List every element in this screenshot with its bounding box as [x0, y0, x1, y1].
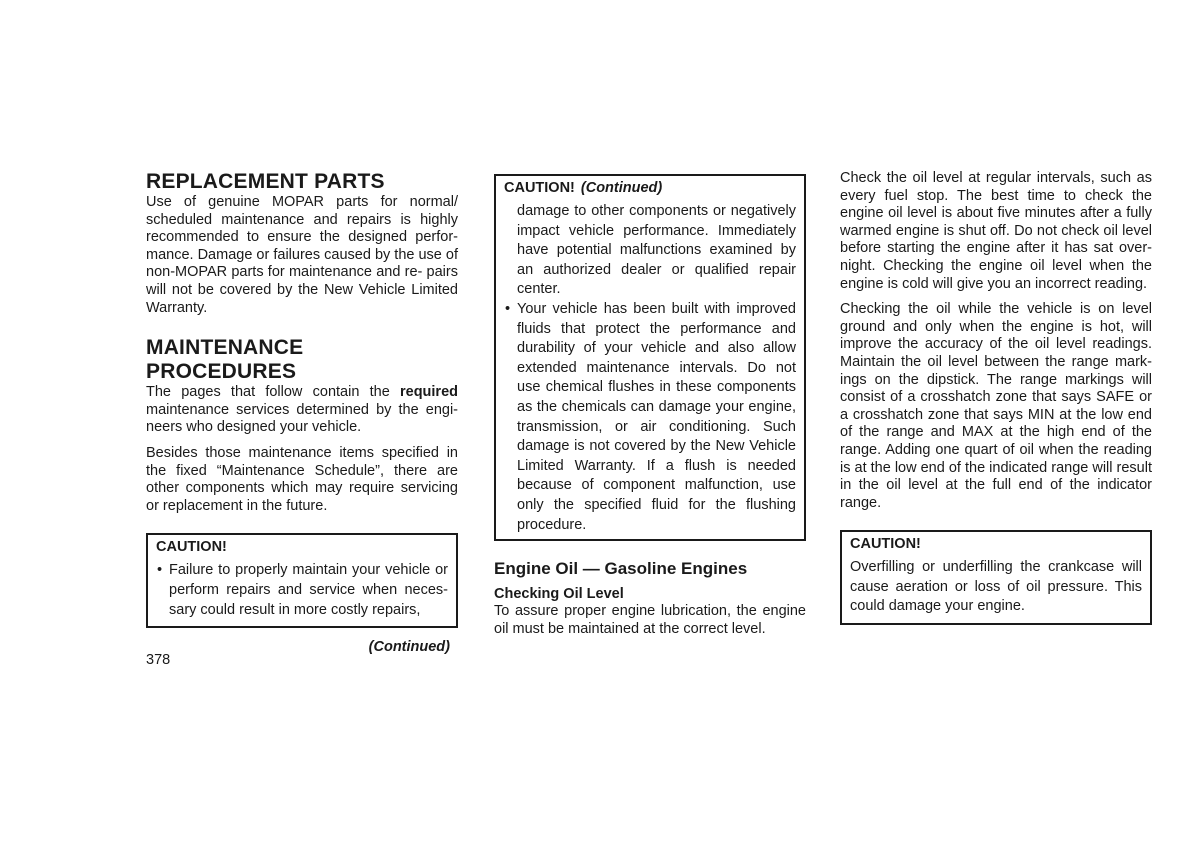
column-right — [840, 170, 1152, 625]
maintenance-p1-start: The pages that follow contain the — [146, 384, 400, 401]
checking-oil-level-heading: Checking Oil Level — [494, 586, 624, 603]
caution-text-oil: Overfilling or underfilling the crankcase will cause aeration or loss of oil pressure. This could damage your engine. — [850, 559, 1142, 615]
maintenance-procedures-heading: MAINTENANCE PROCEDURES — [146, 336, 304, 384]
continued-label: (Continued) — [368, 639, 450, 656]
caution-item-fluids: • Your vehicle has been built with improved fluids that protect the performance and durability of your vehicle and also allow extended maintenance intervals. Do not use chemical flushes in these components as the chemicals can damage your engine, transmission, or air conditioning. Such damage is not covered by the New Vehicle Limited Warranty. If a flush is needed because of component malfunction, use only the specified fluid for the flushing procedure. — [504, 300, 796, 535]
oil-check-paragraph-1: Check the oil level at regular intervals, such as every fuel stop. The best time to check the engine oil level is about five minutes after a fully warmed engine is shut off. Do not check oil level before starting the engine after it has sat over- night. Checking the engine oil level when the engine is cold will give you an incorrect reading. — [840, 170, 1152, 292]
maintenance-p1-bold: required — [399, 384, 458, 401]
checking-oil-level-text: To assure proper engine lubrication, the engine oil must be maintained at the correct level. — [494, 603, 806, 637]
caution-list-continued — [504, 202, 796, 535]
caution-continued-label: (Continued) — [580, 180, 663, 196]
maintenance-paragraph-2: Besides those maintenance items specified in the fixed “Maintenance Schedule”, there are other components which may require servicing or replacement in the future. — [146, 444, 458, 514]
caution-item-maintenance: • Failure to properly maintain your vehicle or perform repairs and service when neces- sary could result in more costly repairs, — [156, 561, 448, 620]
column-left — [146, 170, 458, 656]
caution-item-continuation: damage to other components or negatively impact vehicle performance. Immediately have potential malfunctions examined by an authorized dealer or qualified repair center. — [517, 203, 796, 298]
caution-title-continued — [504, 180, 796, 197]
caution-box-maintenance — [146, 533, 458, 628]
oil-check-paragraph-2: Checking the oil while the vehicle is on level ground and only when the engine is hot, will improve the accuracy of the oil level readings. Maintain the oil level between the range mark- ings on the dipstick. The range markings will consist of a crosshatch zone that says SAFE or a crosshatch zone that says MIN at the low end of the range and MAX at the high end of the range. Adding one quart of oil when the reading is at the low end of the indicated range will result in the oil level at the full end of the indicator range. — [840, 301, 1152, 511]
replacement-parts-heading: REPLACEMENT PARTS — [146, 170, 385, 193]
page-number: 378 — [146, 652, 171, 668]
caution-title-text: CAUTION! — [504, 180, 575, 196]
caution-title-oil: CAUTION! — [850, 536, 921, 553]
caution-title: CAUTION! — [156, 539, 227, 556]
caution-box-continued — [494, 174, 806, 541]
maintenance-paragraph-1 — [146, 384, 458, 437]
caution-box-oil — [840, 530, 1152, 625]
engine-oil-heading: Engine Oil — Gasoline Engines — [494, 559, 748, 579]
caution-list — [156, 561, 448, 620]
column-middle — [494, 174, 806, 638]
replacement-parts-text: Use of genuine MOPAR parts for normal/ scheduled maintenance and repairs is highly recommended to ensure the designed perfor- mance. Damage or failures caused by the use of non-MOPAR parts for maintenance and re- pairs will not be covered by the New Vehicle Limited Warranty. — [146, 194, 458, 316]
maintenance-p1-end: maintenance services determined by the engi- neers who designed your vehicle. — [146, 401, 458, 436]
